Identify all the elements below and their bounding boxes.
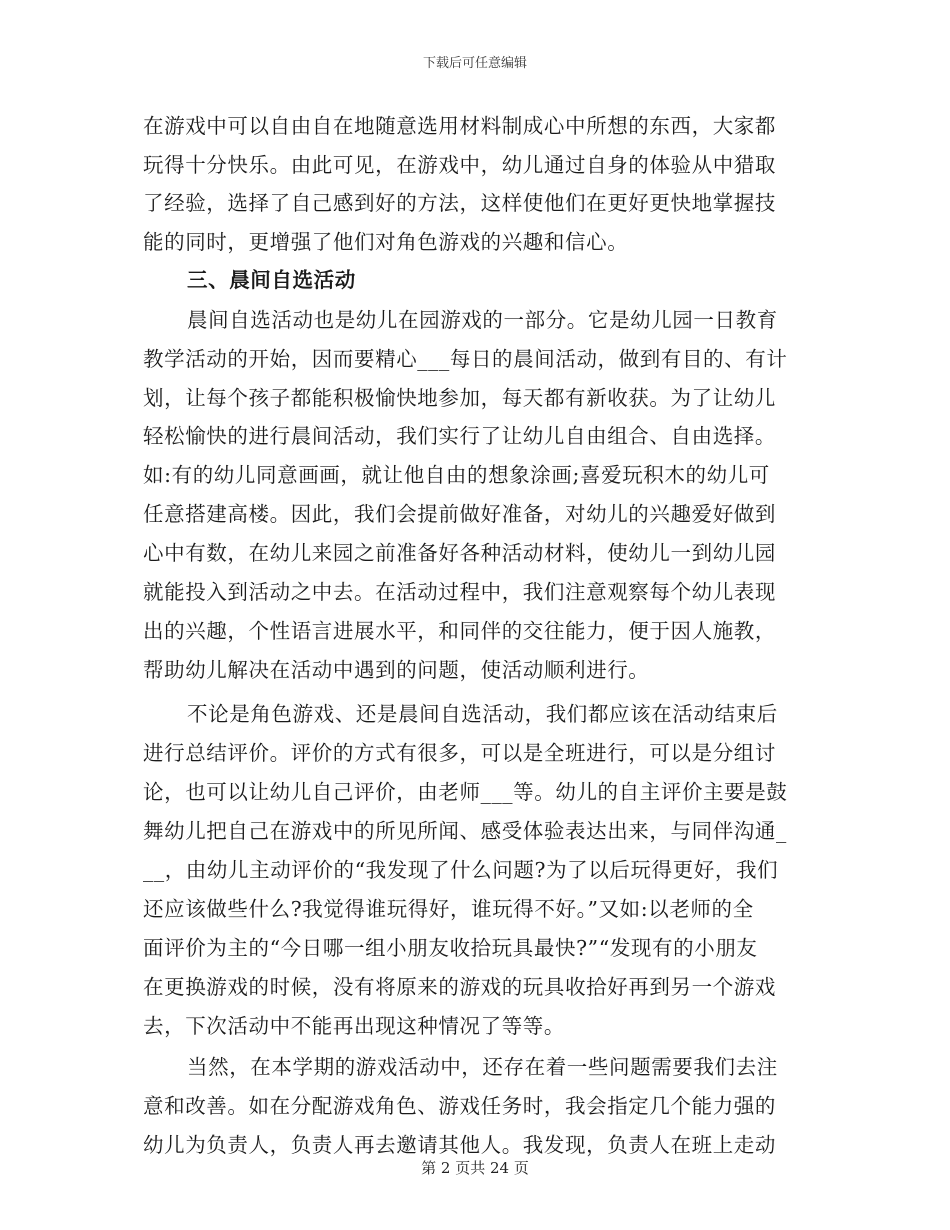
text-line: 面评价为主的“今日哪一组小朋友收拾玩具最快?”“发现有的小朋友	[143, 936, 758, 960]
text-line: 当然，在本学期的游戏活动中，还存在着一些问题需要我们去注	[187, 1055, 778, 1079]
text-line: 能的同时，更增强了他们对角色游戏的兴趣和信心。	[143, 230, 629, 254]
text-line: 玩得十分快乐。由此可见，在游戏中，幼儿通过自身的体验从中猎取	[143, 153, 776, 177]
text-line: 在更换游戏的时候，没有将原来的游戏的玩具收拾好再到另一个游戏	[143, 975, 776, 999]
text-line: 轻松愉快的进行晨间活动，我们实行了让幼儿自由组合、自由选择。	[143, 424, 776, 448]
text-line: 教学活动的开始，因而要精心___每日的晨间活动，做到有目的、有计	[143, 347, 788, 371]
text-line: 帮助幼儿解决在活动中遇到的问题，使活动顺利进行。	[143, 658, 650, 682]
text-line: 幼儿为负责人，负责人再去邀请其他人。我发现，负责人在班上走动	[143, 1133, 776, 1157]
text-line: 晨间自选活动也是幼儿在园游戏的一部分。它是幼儿园一日教育	[187, 308, 778, 332]
text-line: __，由幼儿主动评价的“我发现了什么问题?为了以后玩得更好，我们	[143, 858, 779, 882]
text-line: 就能投入到活动之中去。在活动过程中，我们注意观察每个幼儿表现	[143, 580, 776, 604]
text-line: 了经验，选择了自己感到好的方法，这样使他们在更好更快地掌握技	[143, 191, 776, 215]
text-line: 出的兴趣，个性语言进展水平，和同伴的交往能力，便于因人施教，	[143, 619, 776, 643]
text-line: 进行总结评价。评价的方式有很多，可以是全班进行，可以是分组讨	[143, 741, 776, 765]
text-line: 不论是角色游戏、还是晨间自选活动，我们都应该在活动结束后	[187, 702, 778, 726]
text-line: 任意搭建高楼。因此，我们会提前做好准备，对幼儿的兴趣爱好做到	[143, 502, 776, 526]
text-line: 划，让每个孩子都能积极愉快地参加，每天都有新收获。为了让幼儿	[143, 386, 776, 410]
text-line: 在游戏中可以自由自在地随意选用材料制成心中所想的东西，大家都	[143, 114, 776, 138]
page-footer: 第 2 页共 24 页	[421, 1159, 529, 1177]
text-line: 心中有数，在幼儿来园之前准备好各种活动材料，使幼儿一到幼儿园	[143, 541, 776, 565]
text-line: 如:有的幼儿同意画画，就让他自由的想象涂画;喜爱玩积木的幼儿可	[143, 463, 770, 487]
text-line: 还应该做些什么?我觉得谁玩得好，谁玩得不好。”又如:以老师的全	[143, 897, 754, 921]
text-line: 舞幼儿把自己在游戏中的所见所闻、感受体验表达出来，与同伴沟通_	[143, 819, 787, 843]
text-line: 去，下次活动中不能再出现这种情况了等等。	[143, 1014, 565, 1038]
page-header: 下载后可任意编辑	[422, 56, 527, 71]
section-heading: 三、晨间自选活动	[187, 268, 356, 292]
text-line: 论，也可以让幼儿自己评价，由老师___等。幼儿的自主评价主要是鼓	[143, 780, 788, 804]
text-line: 意和改善。如在分配游戏角色、游戏任务时，我会指定几个能力强的	[143, 1094, 776, 1118]
